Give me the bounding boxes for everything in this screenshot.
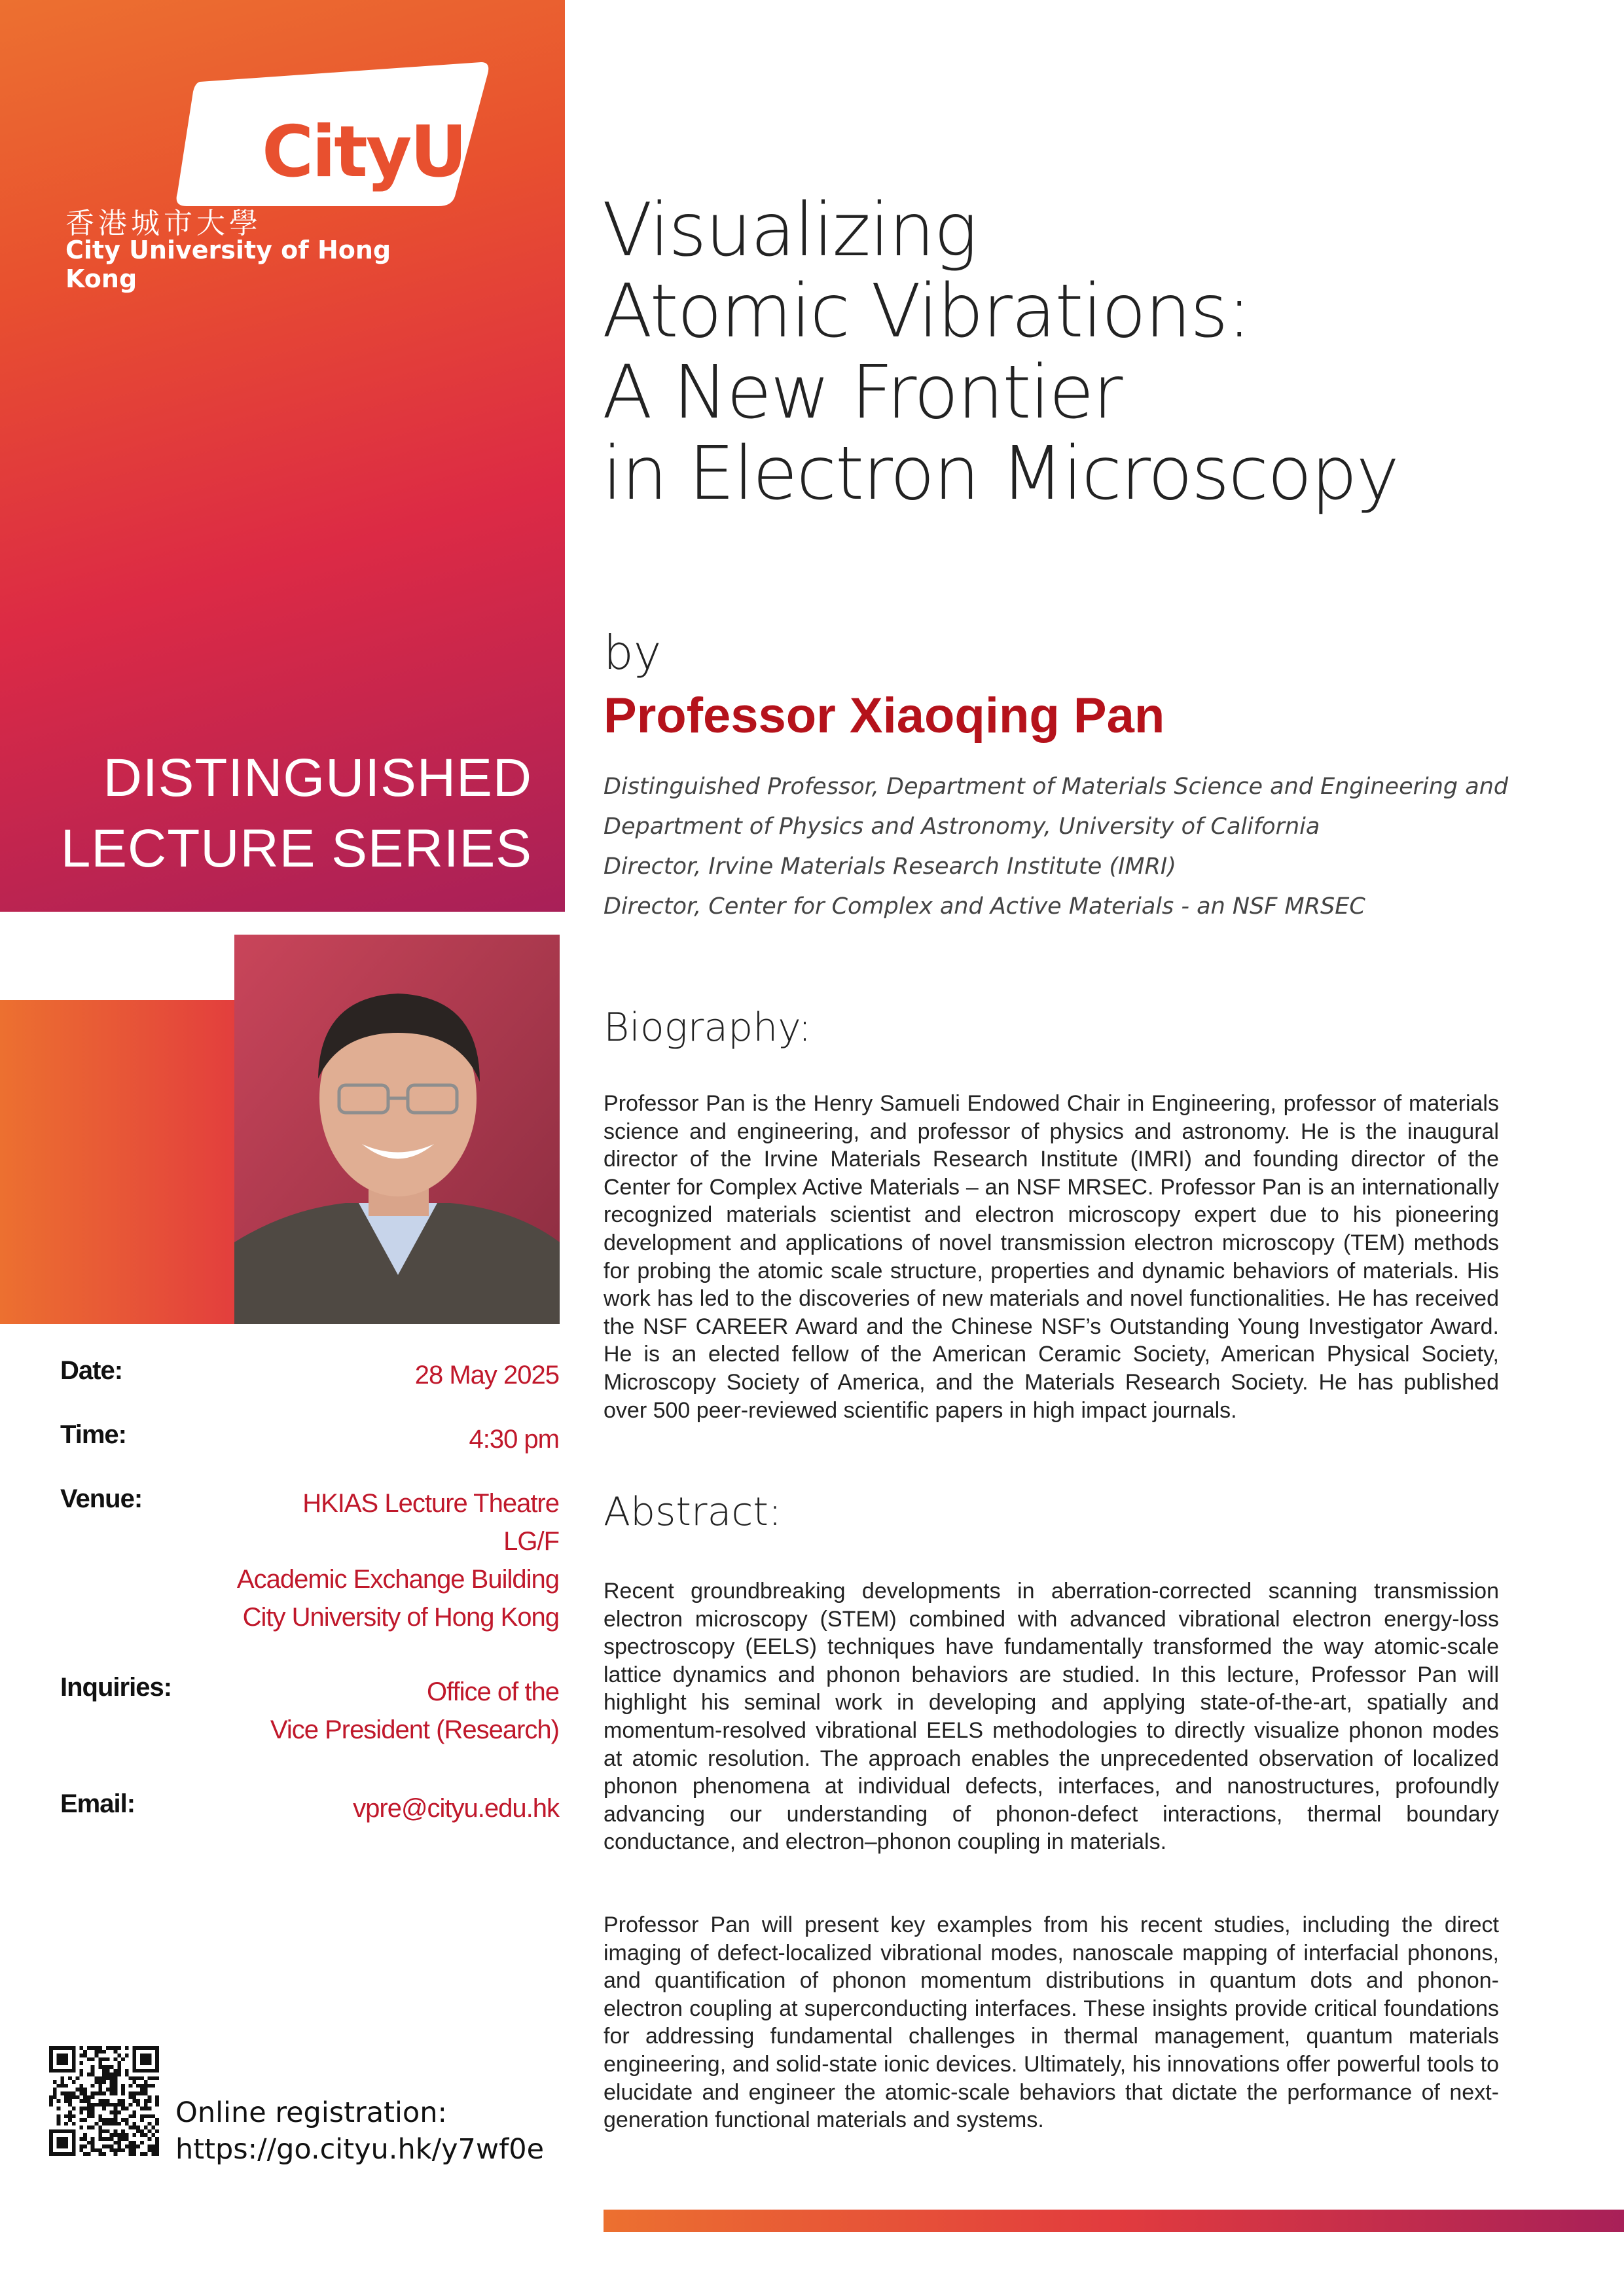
speaker-affiliations [604,767,1520,927]
title-line-3: A New Frontier [602,350,1122,435]
lecture-title [602,190,1398,514]
cityu-logo [65,62,466,293]
venue-value [237,1484,559,1636]
logo-chinese-name: 香港城市大學 [65,207,262,240]
series-line-2: LECTURE SERIES [60,819,532,878]
affiliation-line: Department of Physics and Astronomy, University of California [604,814,1320,840]
time-value: 4:30 pm [469,1425,559,1454]
registration-label: Online registration: [175,2096,447,2129]
title-line-1: Visualizing [602,188,977,273]
email-label: Email: [60,1789,135,1818]
footer-gradient-bar [604,2210,1624,2232]
abstract-paragraph-1: Recent groundbreaking developments in aberration-corrected scanning transmission electron microscopy (STEM) combined with advanced vibrational electron energy-loss spectroscopy (EELS) techniques have fundamentally transformed the way atomic-scale lattice dynamics and phonon behaviors are studied. In this lecture, Professor Pan will highlight his seminal work in developing and applying state-of-the-art, spatially and momentum-resolved vibrational EELS methodologies to directly visualize phonon modes at atomic resolution. The approach enables the unprecedented observation of localized phonon phenomena at individual defects, interfaces, and nanostructures, profoundly advancing our understanding of phonon-defect interactions, thermal boundary conductance, and electron–phonon coupling in materials. [604,1579,1499,1855]
inquiries-label: Inquiries: [60,1673,172,1702]
venue-row [60,1484,559,1673]
email-link[interactable]: vpre@cityu.edu.hk [353,1794,559,1823]
series-line-1: DISTINGUISHED [103,748,532,808]
venue-line: LG/F [503,1527,559,1556]
venue-line: HKIAS Lecture Theatre [302,1489,559,1518]
inquiries-line: Vice President (Research) [270,1715,559,1744]
affiliation-line: Director, Irvine Materials Research Institute (IMRI) [604,853,1176,880]
date-label: Date: [60,1356,123,1385]
speaker-name: Professor Xiaoqing Pan [604,688,1165,744]
hero-panel [0,0,565,912]
speaker-photo [234,935,560,1324]
date-row [60,1356,559,1420]
registration-qr-code[interactable] [49,2046,159,2156]
title-line-4: in Electron Microscopy [602,431,1398,516]
abstract-heading: Abstract: [604,1489,782,1535]
event-details [60,1356,559,1829]
title-line-2: Atomic Vibrations: [602,269,1251,354]
affiliation-line: Distinguished Professor, Department of Materials Science and Engineering and [604,774,1509,800]
biography-heading: Biography: [604,1005,812,1050]
venue-label: Venue: [60,1484,143,1513]
time-row [60,1420,559,1484]
inquiries-line: Office of the [427,1677,559,1706]
series-title [61,743,532,884]
date-value: 28 May 2025 [414,1361,559,1390]
registration-block [175,2094,544,2168]
abstract-paragraph-2: Professor Pan will present key examples from his recent studies, including the direct imaging of defect-localized vibrational modes, nanoscale mapping of interfacial phonons, and quantification of phonon momentum distributions in quantum dots and phonon-electron coupling at superconducting interfaces. These insights provide critical foundations for addressing fundamental challenges in thermal management, quantum materials engineering, and solid-state ionic devices. Ultimately, his innovations offer powerful tools to elucidate and engineer the atomic-scale behaviors that dictate the performance of next-generation functional materials and systems. [604,1912,1499,2133]
biography-text: Professor Pan is the Henry Samueli Endowed Chair in Engineering, professor of materials science and engineering, and professor of physics and astronomy. He is the inaugural director of the Irvine Materials Research Institute (IMRI) and founding director of the Center for Complex Active Materials – an NSF MRSEC. Professor Pan is an internationally recognized materials scientist and electron microscopy expert due to his pioneering development and applications of novel transmission electron microscopy (TEM) methods for probing the atomic scale structure, properties and dynamic behaviors of materials. His work has led to the discoveries of new materials and novel functionalities. He has received the NSF CAREER Award and the Chinese NSF’s Outstanding Young Investigator Award. He is an elected fellow of the American Ceramic Society, American Physical Society, Microscopy Society of America, and the Materials Research Society. He has published over 500 peer-reviewed scientific papers in high impact journals. [604,1091,1499,1423]
logo-wordmark: CityU [262,111,466,193]
venue-line: Academic Exchange Building [236,1565,559,1594]
registration-link[interactable]: https://go.cityu.hk/y7wf0e [175,2133,545,2166]
time-label: Time: [60,1420,126,1449]
logo-english-name: City University of Hong Kong [65,236,391,293]
inquiries-row [60,1673,559,1789]
by-label: by [604,625,662,680]
email-row [60,1789,559,1829]
inquiries-value [270,1673,559,1749]
affiliation-line: Director, Center for Complex and Active Materials - an NSF MRSEC [604,893,1365,920]
venue-line: City University of Hong Kong [242,1603,559,1632]
